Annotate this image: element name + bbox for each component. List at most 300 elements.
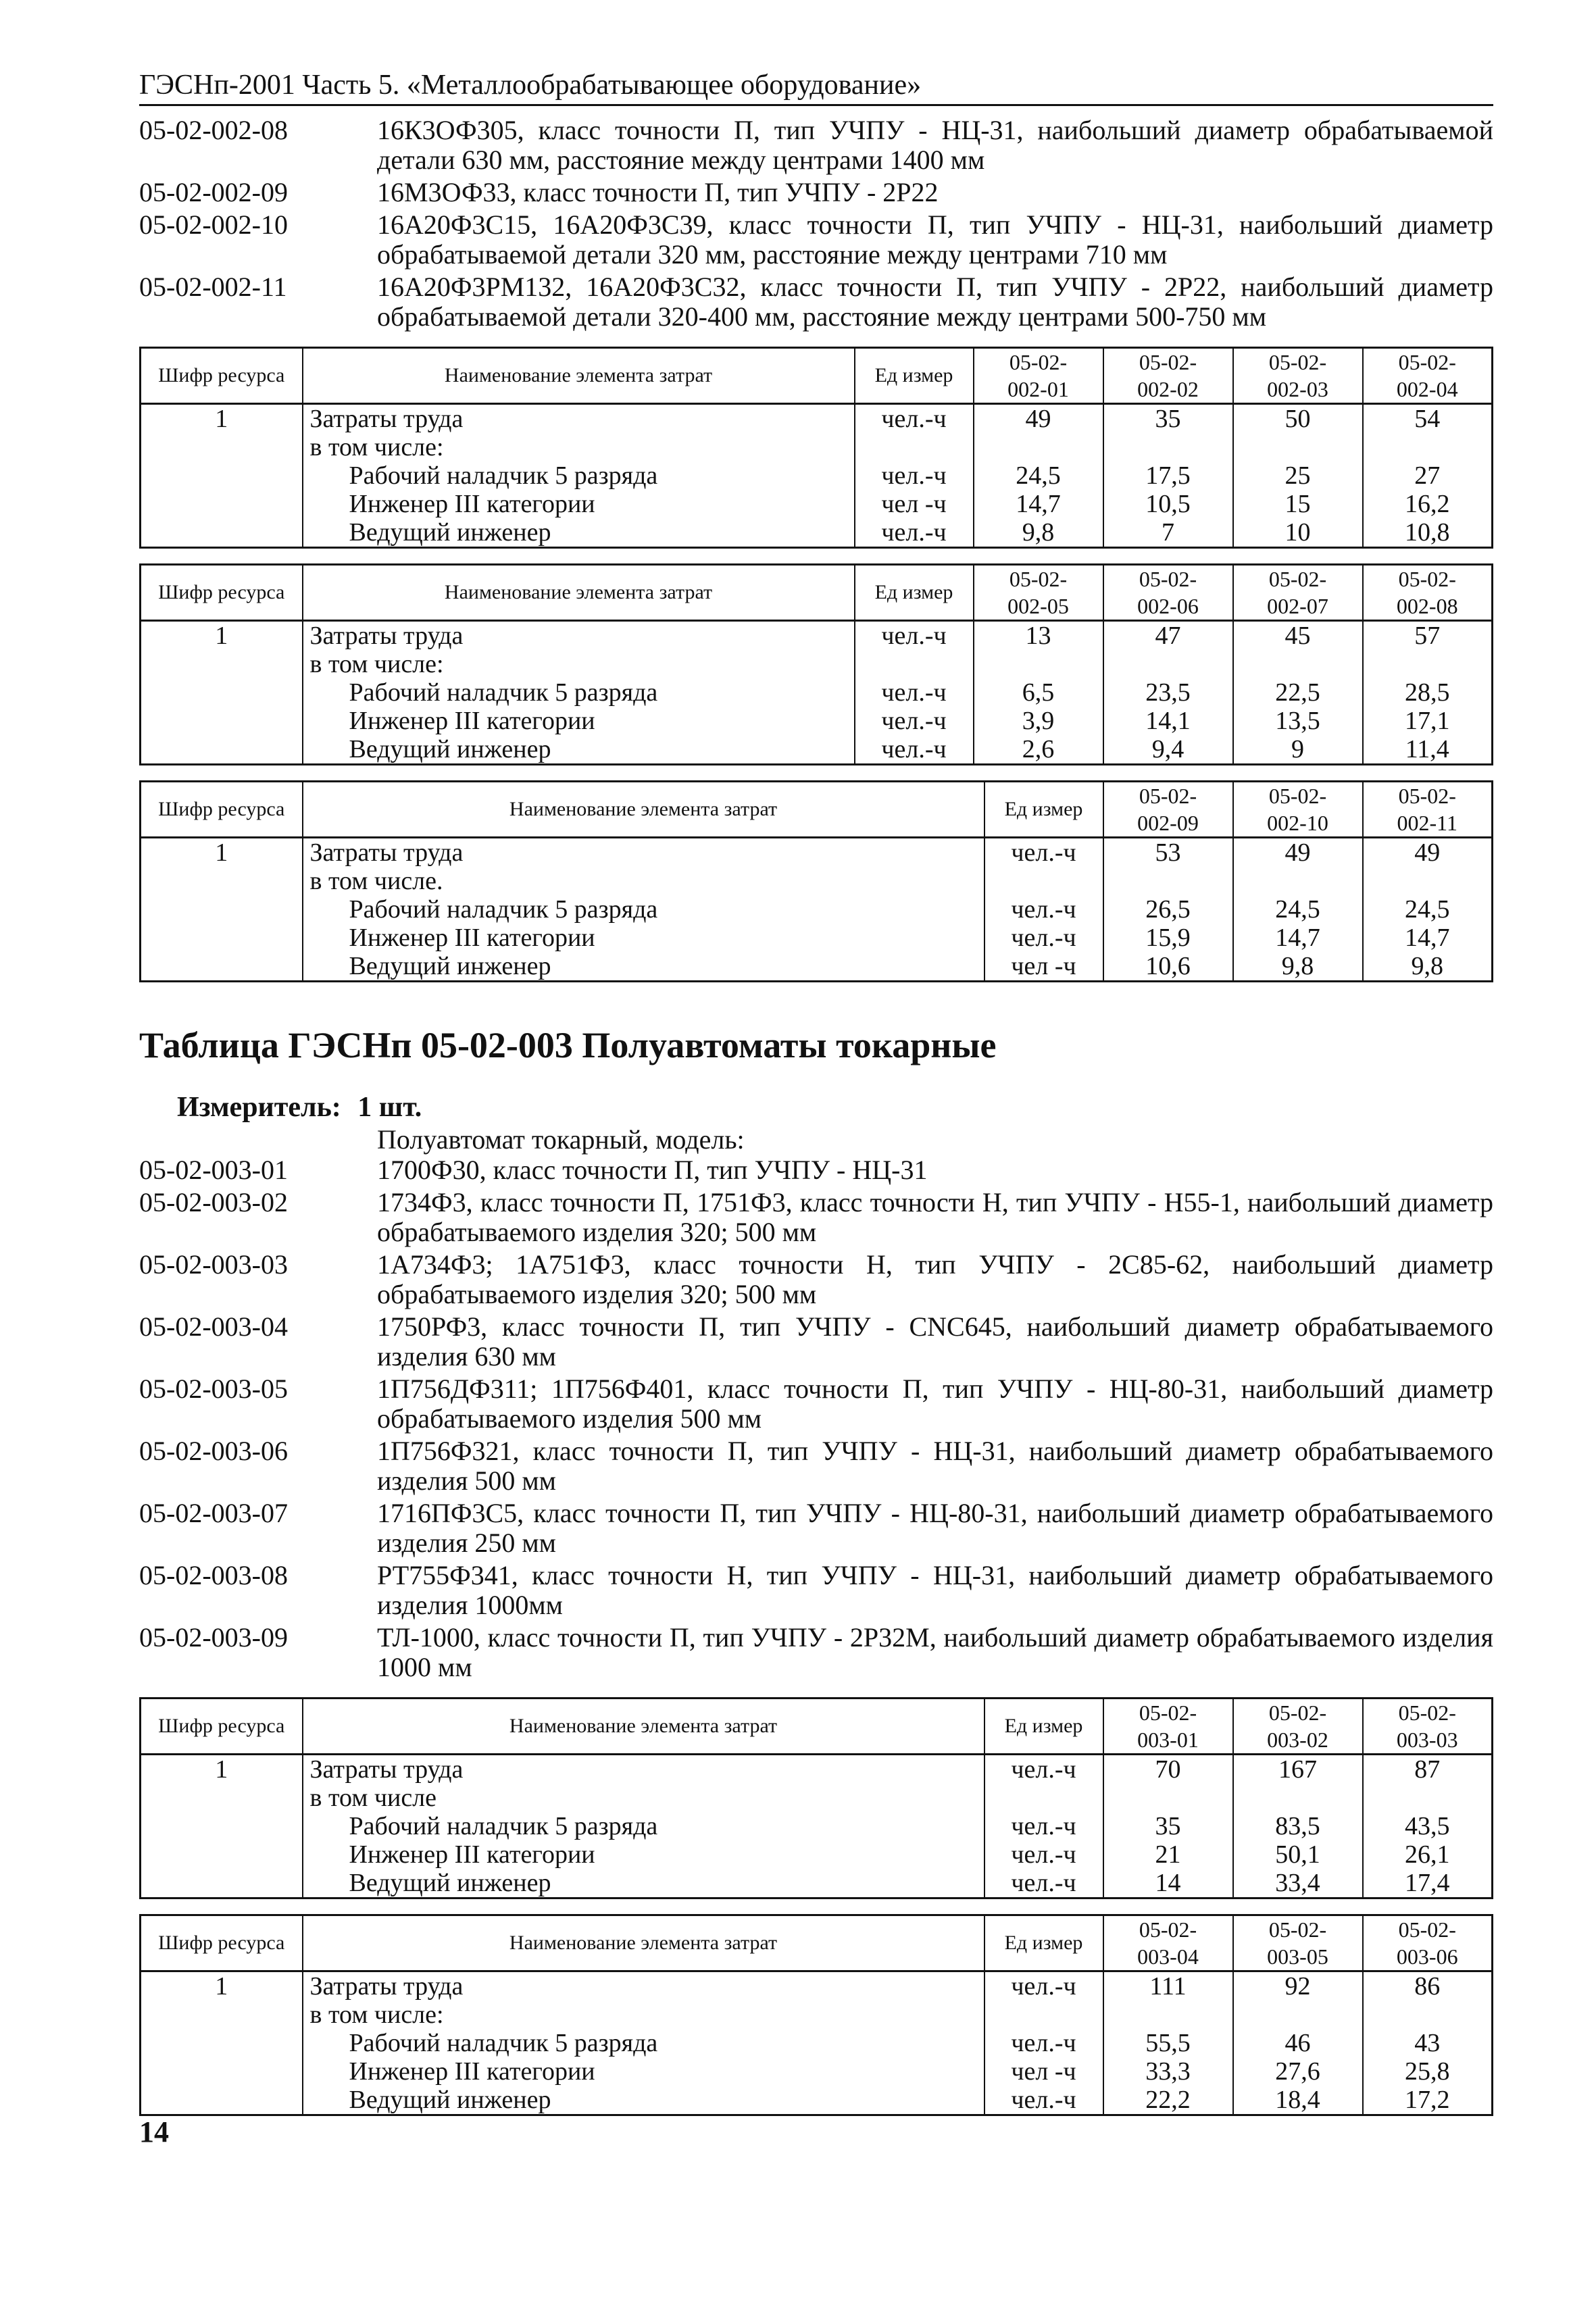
entries-002 — [139, 116, 1493, 332]
value-cell — [1103, 433, 1233, 461]
cost-element-name: Рабочий наладчик 5 разряда — [303, 678, 855, 707]
value-cell: 13 — [974, 621, 1103, 651]
table-row — [141, 895, 1493, 924]
unit-cell: чел -ч — [984, 952, 1103, 982]
entry-code: 05-02-003-05 — [139, 1374, 288, 1404]
header-norm-code — [1103, 565, 1233, 621]
table-row — [141, 1971, 1493, 2001]
norm-code-line: 05-02- — [1398, 350, 1456, 374]
header-norm-code — [1233, 782, 1363, 838]
header-norm-code — [1363, 348, 1493, 404]
norm-code-line: 002-05 — [1007, 594, 1069, 618]
header-resource-code: Шифр ресурса — [141, 782, 303, 838]
cost-element-name: Затраты труда — [303, 1755, 984, 1784]
unit-cell: чел.-ч — [984, 1812, 1103, 1840]
header-cost-element: Наименование элемента затрат — [303, 782, 984, 838]
resource-code — [141, 2057, 303, 2086]
norm-code-line: 002-07 — [1267, 594, 1328, 618]
value-cell: 18,4 — [1233, 2086, 1363, 2115]
value-cell: 22,5 — [1233, 678, 1363, 707]
entry-row — [139, 116, 1493, 175]
value-cell: 54 — [1363, 404, 1493, 434]
value-cell: 70 — [1103, 1755, 1233, 1784]
value-cell: 55,5 — [1103, 2029, 1233, 2057]
value-cell: 10,6 — [1103, 952, 1233, 982]
norm-code-line: 002-02 — [1137, 377, 1199, 401]
entry-row — [139, 1623, 1493, 1682]
entry-description: 1750РФ3, класс точности П, тип УЧПУ - CNC645, наибольший диаметр обрабатываемого изделия 630 мм — [377, 1311, 1493, 1372]
entries-003 — [139, 1155, 1493, 1682]
tables-003 — [139, 1697, 1493, 2116]
value-cell: 15 — [1233, 490, 1363, 518]
cost-element-name: Инженер III категории — [303, 707, 855, 735]
value-cell — [1363, 1784, 1493, 1812]
unit-cell: чел.-ч — [855, 735, 974, 765]
value-cell: 16,2 — [1363, 490, 1493, 518]
value-cell: 7 — [1103, 518, 1233, 548]
entry-row — [139, 178, 1493, 207]
value-cell — [1233, 1784, 1363, 1812]
value-cell: 9,8 — [1233, 952, 1363, 982]
entry-code: 05-02-003-01 — [139, 1155, 288, 1185]
header-norm-code — [1363, 1699, 1493, 1755]
value-cell: 14 — [1103, 1869, 1233, 1898]
norm-code-line: 05-02- — [1139, 567, 1197, 591]
cost-element-name: Ведущий инженер — [303, 518, 855, 548]
tables-002 — [139, 347, 1493, 982]
table-row — [141, 621, 1493, 651]
value-cell: 22,2 — [1103, 2086, 1233, 2115]
value-cell: 86 — [1363, 1971, 1493, 2001]
value-cell: 35 — [1103, 1812, 1233, 1840]
value-cell: 9,8 — [974, 518, 1103, 548]
norm-code-line: 05-02- — [1139, 350, 1197, 374]
entry-code: 05-02-003-07 — [139, 1498, 288, 1528]
table-row — [141, 1869, 1493, 1898]
entry-code: 05-02-002-11 — [139, 272, 287, 302]
cost-element-name: Рабочий наладчик 5 разряда — [303, 2029, 984, 2057]
table-row — [141, 2086, 1493, 2115]
norm-code-line: 002-04 — [1396, 377, 1458, 401]
subtitle: Полуавтомат токарный, модель: — [377, 1124, 745, 1155]
entry-description: 1734Ф3, класс точности П, 1751Ф3, класс точности Н, тип УЧПУ - Н55-1, наибольший диаметр обрабатываемого изделия 320; 500 мм — [377, 1187, 1493, 1247]
unit-cell — [855, 433, 974, 461]
value-cell: 87 — [1363, 1755, 1493, 1784]
header-unit: Ед измер — [984, 1915, 1103, 1971]
norm-code-line: 05-02- — [1139, 1917, 1197, 1942]
value-cell: 14,1 — [1103, 707, 1233, 735]
cost-element-name: Рабочий наладчик 5 разряда — [303, 895, 984, 924]
cost-element-name: Затраты труда — [303, 404, 855, 434]
value-cell: 35 — [1103, 404, 1233, 434]
resource-code — [141, 490, 303, 518]
value-cell: 50,1 — [1233, 1840, 1363, 1869]
value-cell: 6,5 — [974, 678, 1103, 707]
norm-code-line: 05-02- — [1139, 1701, 1197, 1725]
value-cell: 17,5 — [1103, 461, 1233, 490]
header-norm-code — [1233, 1699, 1363, 1755]
resource-code — [141, 650, 303, 678]
norm-code-line: 002-11 — [1397, 811, 1457, 835]
norm-code-line: 002-01 — [1007, 377, 1069, 401]
norm-code-line: 003-02 — [1267, 1728, 1328, 1752]
norm-code-line: 003-06 — [1396, 1944, 1458, 1969]
unit-cell: чел.-ч — [984, 924, 1103, 952]
resource-code — [141, 1784, 303, 1812]
norm-code-line: 003-05 — [1267, 1944, 1328, 1969]
resource-code — [141, 433, 303, 461]
resource-code: 1 — [141, 838, 303, 867]
value-cell — [974, 433, 1103, 461]
entry-description: ТЛ-1000, класс точности П, тип УЧПУ - 2Р32М, наибольший диаметр обрабатываемого изделия 1000 мм — [377, 1622, 1493, 1682]
value-cell — [1233, 433, 1363, 461]
table-row — [141, 2029, 1493, 2057]
table-row — [141, 650, 1493, 678]
resource-table — [139, 1697, 1493, 1899]
table-row — [141, 924, 1493, 952]
value-cell: 14,7 — [1233, 924, 1363, 952]
header-resource-code: Шифр ресурса — [141, 1915, 303, 1971]
cost-element-name: Инженер III категории — [303, 924, 984, 952]
section-title: Таблица ГЭСНп 05-02-003 Полуавтоматы токарные — [139, 1025, 997, 1065]
norm-code-line: 003-01 — [1137, 1728, 1199, 1752]
value-cell: 9 — [1233, 735, 1363, 765]
value-cell: 26,5 — [1103, 895, 1233, 924]
resource-code: 1 — [141, 404, 303, 434]
page-number: 14 — [139, 2115, 169, 2148]
value-cell: 28,5 — [1363, 678, 1493, 707]
table-row — [141, 707, 1493, 735]
entry-description: 16М3ОФ33, класс точности П, тип УЧПУ - 2Р22 — [377, 177, 939, 207]
table-row — [141, 490, 1493, 518]
cost-element-name: Инженер III категории — [303, 1840, 984, 1869]
value-cell: 21 — [1103, 1840, 1233, 1869]
norm-code-line: 002-03 — [1267, 377, 1328, 401]
value-cell — [1103, 650, 1233, 678]
header-norm-code — [1363, 565, 1493, 621]
resource-code — [141, 735, 303, 765]
resource-code — [141, 518, 303, 548]
entry-description: РТ755Ф341, класс точности Н, тип УЧПУ - НЦ-31, наибольший диаметр обрабатываемого изделия 1000мм — [377, 1560, 1493, 1620]
header-cost-element: Наименование элемента затрат — [303, 1915, 984, 1971]
value-cell: 92 — [1233, 1971, 1363, 2001]
entry-code: 05-02-002-09 — [139, 177, 288, 207]
resource-table — [139, 347, 1493, 549]
entry-row — [139, 272, 1493, 332]
resource-code — [141, 461, 303, 490]
table-row — [141, 952, 1493, 982]
value-cell: 25 — [1233, 461, 1363, 490]
cost-element-name: Ведущий инженер — [303, 735, 855, 765]
value-cell: 49 — [974, 404, 1103, 434]
header-cost-element: Наименование элемента затрат — [303, 1699, 984, 1755]
entry-code: 05-02-003-02 — [139, 1187, 288, 1217]
entry-description: 1П756ДФ311; 1П756Ф401, класс точности П, тип УЧПУ - НЦ-80-31, наибольший диаметр обрабатываемого изделия 500 мм — [377, 1374, 1493, 1434]
resource-code — [141, 924, 303, 952]
value-cell: 13,5 — [1233, 707, 1363, 735]
entry-description: 1П756Ф321, класс точности П, тип УЧПУ - НЦ-31, наибольший диаметр обрабатываемого изделия 500 мм — [377, 1436, 1493, 1496]
entry-code: 05-02-003-03 — [139, 1249, 288, 1280]
value-cell: 33,3 — [1103, 2057, 1233, 2086]
norm-code-line: 05-02- — [1398, 567, 1456, 591]
cost-element-name: Рабочий наладчик 5 разряда — [303, 1812, 984, 1840]
cost-element-name: Затраты труда — [303, 838, 984, 867]
norm-code-line: 05-02- — [1268, 1917, 1327, 1942]
header-unit: Ед измер — [984, 782, 1103, 838]
norm-code-line: 002-09 — [1137, 811, 1199, 835]
table-row — [141, 1812, 1493, 1840]
entry-code: 05-02-003-04 — [139, 1311, 288, 1342]
norm-code-line: 05-02- — [1398, 1917, 1456, 1942]
resource-code — [141, 867, 303, 895]
entry-code: 05-02-002-08 — [139, 115, 288, 145]
value-cell — [1363, 433, 1493, 461]
unit-cell: чел.-ч — [984, 838, 1103, 867]
document-page — [139, 68, 1493, 2116]
entry-row — [139, 1155, 1493, 1185]
table-row — [141, 404, 1493, 434]
norm-code-line: 002-08 — [1396, 594, 1458, 618]
resource-code: 1 — [141, 621, 303, 651]
entry-row — [139, 1374, 1493, 1434]
cost-element-name: в том числе: — [303, 433, 855, 461]
header-norm-code — [1233, 565, 1363, 621]
value-cell: 111 — [1103, 1971, 1233, 2001]
value-cell: 9,8 — [1363, 952, 1493, 982]
entry-description: 1700Ф30, класс точности П, тип УЧПУ - НЦ-31 — [377, 1155, 928, 1185]
entry-description: 16А20Ф3С15, 16А20Ф3С39, класс точности П, тип УЧПУ - НЦ-31, наибольший диаметр обрабатываемой детали 320 мм, расстояние между центрами 710 мм — [377, 209, 1493, 270]
table-row — [141, 518, 1493, 548]
resource-code — [141, 2001, 303, 2029]
value-cell: 49 — [1363, 838, 1493, 867]
header-unit: Ед измер — [855, 348, 974, 404]
resource-code — [141, 2029, 303, 2057]
resource-code — [141, 895, 303, 924]
value-cell: 10,8 — [1363, 518, 1493, 548]
unit-cell — [984, 1784, 1103, 1812]
resource-code — [141, 1840, 303, 1869]
entry-code: 05-02-003-06 — [139, 1436, 288, 1466]
cost-element-name: в том числе: — [303, 2001, 984, 2029]
value-cell: 24,5 — [974, 461, 1103, 490]
value-cell: 23,5 — [1103, 678, 1233, 707]
unit-cell: чел.-ч — [984, 1755, 1103, 1784]
norm-code-line: 05-02- — [1009, 350, 1068, 374]
entry-row — [139, 1312, 1493, 1372]
header-unit: Ед измер — [984, 1699, 1103, 1755]
unit-cell: чел.-ч — [855, 621, 974, 651]
entry-description: 1А734Ф3; 1А751Ф3, класс точности Н, тип УЧПУ - 2С85-62, наибольший диаметр обрабатываемого изделия 320; 500 мм — [377, 1249, 1493, 1309]
entry-code: 05-02-003-09 — [139, 1622, 288, 1653]
cost-element-name: Рабочий наладчик 5 разряда — [303, 461, 855, 490]
resource-code: 1 — [141, 1971, 303, 2001]
entry-row — [139, 1436, 1493, 1496]
unit-cell: чел.-ч — [984, 1971, 1103, 2001]
unit-cell: чел -ч — [855, 490, 974, 518]
cost-element-name: Затраты труда — [303, 621, 855, 651]
table-row — [141, 1755, 1493, 1784]
unit-cell — [984, 2001, 1103, 2029]
value-cell: 167 — [1233, 1755, 1363, 1784]
header-norm-code — [974, 348, 1103, 404]
page-header: ГЭСНп-2001 Часть 5. «Металлообрабатывающее оборудование» — [139, 68, 1493, 106]
resource-table — [139, 1914, 1493, 2116]
value-cell: 17,4 — [1363, 1869, 1493, 1898]
value-cell — [1103, 2001, 1233, 2029]
norm-code-line: 003-04 — [1137, 1944, 1199, 1969]
value-cell: 45 — [1233, 621, 1363, 651]
entry-row — [139, 1250, 1493, 1309]
resource-code — [141, 952, 303, 982]
resource-code — [141, 707, 303, 735]
value-cell — [1103, 867, 1233, 895]
value-cell — [1363, 650, 1493, 678]
norm-code-line: 05-02- — [1268, 784, 1327, 808]
header-norm-code — [1103, 1915, 1233, 1971]
norm-code-line: 05-02- — [1268, 567, 1327, 591]
table-row — [141, 1840, 1493, 1869]
unit-cell: чел.-ч — [855, 518, 974, 548]
entry-row — [139, 1561, 1493, 1620]
norm-code-line: 003-03 — [1396, 1728, 1458, 1752]
unit-cell: чел.-ч — [855, 461, 974, 490]
header-cost-element: Наименование элемента затрат — [303, 348, 855, 404]
resource-code — [141, 1812, 303, 1840]
value-cell: 43,5 — [1363, 1812, 1493, 1840]
unit-cell — [855, 650, 974, 678]
cost-element-name: Ведущий инженер — [303, 1869, 984, 1898]
meter-line — [139, 1090, 1493, 1124]
header-norm-code — [1103, 348, 1233, 404]
cost-element-name: Ведущий инженер — [303, 952, 984, 982]
cost-element-name: Инженер III категории — [303, 490, 855, 518]
cost-element-name: в том числе: — [303, 650, 855, 678]
meter-value: 1 шт. — [357, 1092, 422, 1123]
value-cell: 57 — [1363, 621, 1493, 651]
unit-cell: чел.-ч — [984, 895, 1103, 924]
value-cell: 27 — [1363, 461, 1493, 490]
header-norm-code — [1103, 782, 1233, 838]
header-norm-code — [1103, 1699, 1233, 1755]
entry-description: 16К3ОФ305, класс точности П, тип УЧПУ - НЦ-31, наибольший диаметр обрабатываемой детали 630 мм, расстояние между центрами 1400 мм — [377, 115, 1493, 175]
value-cell — [974, 650, 1103, 678]
value-cell — [1233, 2001, 1363, 2029]
cost-element-name: Ведущий инженер — [303, 2086, 984, 2115]
table-row — [141, 867, 1493, 895]
value-cell: 47 — [1103, 621, 1233, 651]
table-row — [141, 2057, 1493, 2086]
table-row — [141, 678, 1493, 707]
header-resource-code: Шифр ресурса — [141, 1699, 303, 1755]
norm-code-line: 05-02- — [1268, 350, 1327, 374]
norm-code-line: 002-06 — [1137, 594, 1199, 618]
cost-element-name: в том числе. — [303, 867, 984, 895]
value-cell: 24,5 — [1363, 895, 1493, 924]
resource-code — [141, 1869, 303, 1898]
value-cell: 17,1 — [1363, 707, 1493, 735]
value-cell — [1233, 867, 1363, 895]
value-cell: 11,4 — [1363, 735, 1493, 765]
header-norm-code — [1363, 782, 1493, 838]
value-cell: 43 — [1363, 2029, 1493, 2057]
table-row — [141, 1784, 1493, 1812]
header-cost-element: Наименование элемента затрат — [303, 565, 855, 621]
value-cell: 14,7 — [1363, 924, 1493, 952]
resource-code: 1 — [141, 1755, 303, 1784]
value-cell: 15,9 — [1103, 924, 1233, 952]
value-cell: 3,9 — [974, 707, 1103, 735]
entry-description: 16А20Ф3РМ132, 16А20Ф3С32, класс точности П, тип УЧПУ - 2Р22, наибольший диаметр обрабатываемой детали 320-400 мм, расстояние между центрами 500-750 мм — [377, 272, 1493, 332]
header-norm-code — [1233, 348, 1363, 404]
table-row — [141, 2001, 1493, 2029]
value-cell — [1363, 867, 1493, 895]
resource-code — [141, 678, 303, 707]
value-cell: 50 — [1233, 404, 1363, 434]
unit-cell: чел -ч — [984, 2057, 1103, 2086]
meter-label: Измеритель: — [177, 1092, 341, 1123]
table-row — [141, 433, 1493, 461]
value-cell: 26,1 — [1363, 1840, 1493, 1869]
header-norm-code — [1363, 1915, 1493, 1971]
unit-cell: чел.-ч — [984, 1869, 1103, 1898]
entry-row — [139, 1188, 1493, 1247]
unit-cell: чел.-ч — [984, 2086, 1103, 2115]
value-cell: 33,4 — [1233, 1869, 1363, 1898]
resource-table — [139, 563, 1493, 765]
unit-cell: чел.-ч — [984, 1840, 1103, 1869]
value-cell: 10 — [1233, 518, 1363, 548]
table-row — [141, 838, 1493, 867]
unit-cell — [984, 867, 1103, 895]
value-cell — [1363, 2001, 1493, 2029]
table-row — [141, 461, 1493, 490]
header-norm-code — [1233, 1915, 1363, 1971]
entry-description: 1716ПФ3С5, класс точности П, тип УЧПУ - НЦ-80-31, наибольший диаметр обрабатываемого изделия 250 мм — [377, 1498, 1493, 1558]
norm-code-line: 05-02- — [1398, 1701, 1456, 1725]
value-cell: 9,4 — [1103, 735, 1233, 765]
entry-row — [139, 1499, 1493, 1558]
norm-code-line: 05-02- — [1009, 567, 1068, 591]
value-cell: 53 — [1103, 838, 1233, 867]
cost-element-name: Затраты труда — [303, 1971, 984, 2001]
value-cell: 25,8 — [1363, 2057, 1493, 2086]
entry-code: 05-02-003-08 — [139, 1560, 288, 1590]
resource-code — [141, 2086, 303, 2115]
cost-element-name: Инженер III категории — [303, 2057, 984, 2086]
value-cell: 27,6 — [1233, 2057, 1363, 2086]
norm-code-line: 05-02- — [1398, 784, 1456, 808]
norm-code-line: 05-02- — [1268, 1701, 1327, 1725]
value-cell — [1233, 650, 1363, 678]
value-cell: 49 — [1233, 838, 1363, 867]
value-cell: 83,5 — [1233, 1812, 1363, 1840]
unit-cell: чел.-ч — [984, 2029, 1103, 2057]
header-norm-code — [974, 565, 1103, 621]
resource-table — [139, 780, 1493, 982]
header-unit: Ед измер — [855, 565, 974, 621]
value-cell: 24,5 — [1233, 895, 1363, 924]
header-resource-code: Шифр ресурса — [141, 348, 303, 404]
value-cell: 2,6 — [974, 735, 1103, 765]
value-cell: 14,7 — [974, 490, 1103, 518]
entry-code: 05-02-002-10 — [139, 209, 288, 240]
value-cell — [1103, 1784, 1233, 1812]
unit-cell: чел.-ч — [855, 678, 974, 707]
value-cell: 10,5 — [1103, 490, 1233, 518]
norm-code-line: 05-02- — [1139, 784, 1197, 808]
entry-row — [139, 210, 1493, 270]
unit-cell: чел.-ч — [855, 707, 974, 735]
